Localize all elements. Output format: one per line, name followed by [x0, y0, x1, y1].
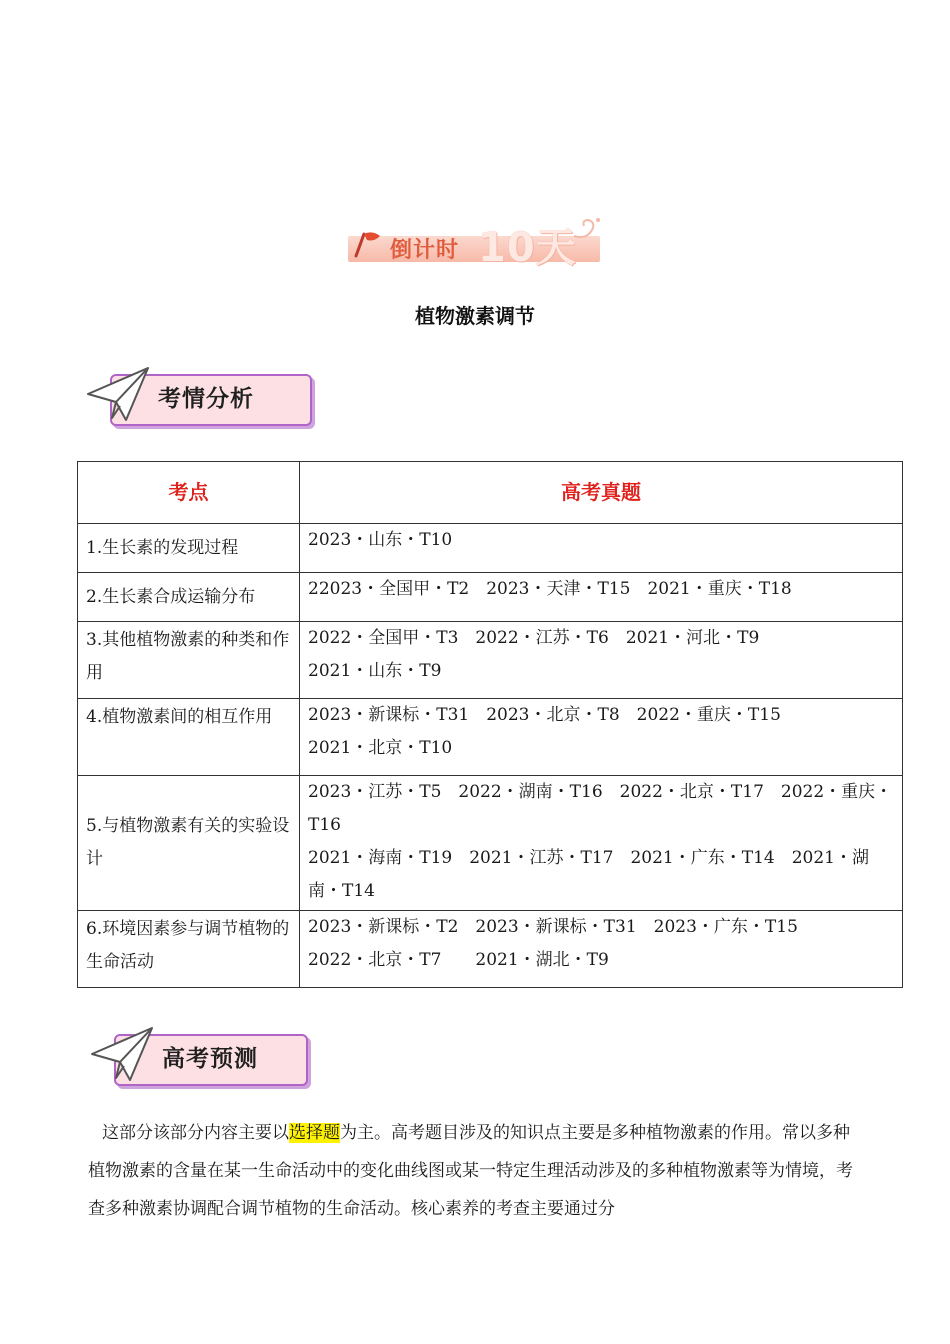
exams-cell — [300, 573, 903, 622]
flag-icon — [350, 226, 386, 262]
table-row — [78, 573, 903, 622]
table-row — [78, 622, 903, 699]
table-row — [78, 776, 903, 911]
topic-cell: 2.生长素合成运输分布 — [78, 573, 300, 622]
exams-cell — [300, 622, 903, 699]
exam-line: 2021・海南・T19 2021・江苏・T17 2021・广东・T14 2021・湖南・T14 — [308, 848, 869, 901]
exam-line: 2022・北京・T7 2021・湖北・T9 — [308, 950, 609, 970]
topic-cell: 5.与植物激素有关的实验设计 — [78, 776, 300, 911]
exams-cell — [300, 911, 903, 988]
table-row — [78, 524, 903, 573]
forecast-text-after: 为主。高考题目涉及的知识点主要是多种植物激素的作用。常以多种植物激素的含量在某一生命活动中的变化曲线图或某一特定生理活动涉及的多种植物激素等为情境，考查多种激素协调配合调节植物的生命活动。核心素养的考查主要通过分 — [88, 1123, 853, 1219]
table-header-row — [78, 462, 903, 524]
forecast-highlight: 选择题 — [289, 1123, 340, 1143]
exam-line: 2023・新课标・T31 2023・北京・T8 2022・重庆・T15 — [308, 705, 781, 725]
countdown-number: 10天 — [478, 225, 577, 271]
section-header-analysis — [86, 366, 314, 430]
paper-plane-icon — [86, 366, 158, 426]
header-exams: 高考真题 — [300, 462, 903, 524]
exam-line: 2021・山东・T9 — [308, 661, 442, 681]
exam-line: 2021・北京・T10 — [308, 738, 453, 758]
exams-cell — [300, 524, 903, 573]
section-label: 高考预测 — [162, 1046, 258, 1072]
table-row — [78, 911, 903, 988]
exam-line: 2023・山东・T10 — [308, 530, 453, 550]
section-label: 考情分析 — [158, 386, 254, 412]
topic-cell: 1.生长素的发现过程 — [78, 524, 300, 573]
countdown-banner — [348, 214, 600, 271]
forecast-paragraph — [88, 1114, 864, 1228]
header-topic: 考点 — [78, 462, 300, 524]
page-title: 植物激素调节 — [415, 304, 535, 328]
exam-table — [77, 461, 903, 988]
topic-cell: 6.环境因素参与调节植物的生命活动 — [78, 911, 300, 988]
forecast-text-before: 这部分该部分内容主要以 — [102, 1123, 289, 1143]
exam-line: 22023・全国甲・T2 2023・天津・T15 2021・重庆・T18 — [308, 579, 792, 599]
exam-line: 2022・全国甲・T3 2022・江苏・T6 2021・河北・T9 — [308, 628, 760, 648]
exams-cell — [300, 699, 903, 776]
countdown-prefix: 倒计时 — [390, 238, 460, 263]
paper-plane-icon — [90, 1026, 162, 1086]
topic-cell: 3.其他植物激素的种类和作用 — [78, 622, 300, 699]
exam-line: 2023・新课标・T2 2023・新课标・T31 2023・广东・T15 — [308, 917, 798, 937]
swirl-decoration-icon — [570, 214, 604, 244]
section-header-forecast — [90, 1026, 310, 1090]
table-row — [78, 699, 903, 776]
topic-cell: 4.植物激素间的相互作用 — [78, 699, 300, 776]
exams-cell — [300, 776, 903, 911]
exam-line: 2023・江苏・T5 2022・湖南・T16 2022・北京・T17 2022・重庆・T16 — [308, 782, 893, 835]
